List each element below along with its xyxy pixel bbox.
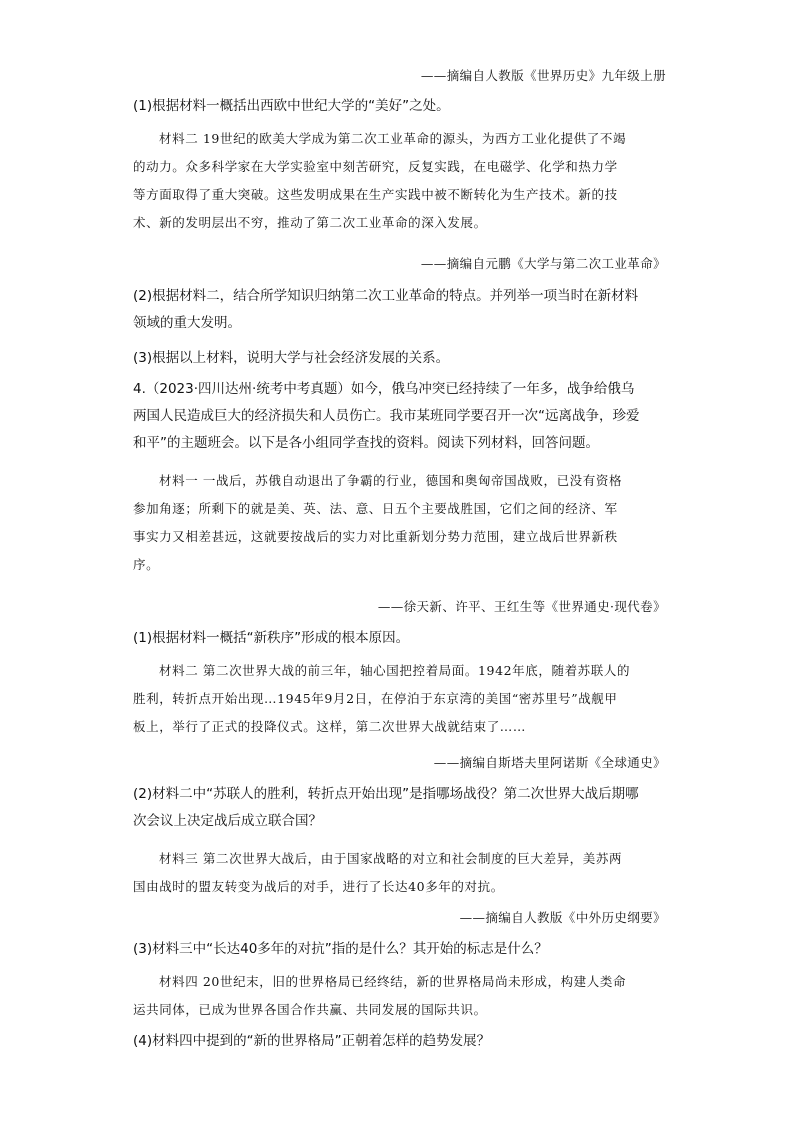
material-4-1-paragraph: 材料一 一战后，苏俄自动退出了争霸的行业，德国和奥匈帝国战败，已没有资格 参加角逐；所剩下的就是美、英、法、意、日五个主要战胜国，它们之间的经济、军 事实力又相差甚远，这就要按战后的实力对比重新划分势力范围，建立战后世界新秩 序。 [133, 473, 623, 572]
source-citation: ——摘编自斯塔夫里阿诺斯《全球通史》 [433, 755, 666, 770]
material-4-3-paragraph: 材料三 第二次世界大战后，由于国家战略的对立和社会制度的巨大差异，美苏两 国由战时的盟友转变为战后的对手，进行了长达40多年的对抗。 [133, 851, 623, 894]
question-4-2: (2)材料二中“苏联人的胜利，转折点开始出现”是指哪场战役？第二次世界大战后期哪 次会议上决定战后成立联合国？ [133, 786, 639, 829]
question-4-3: (3)材料三中“长达40多年的对抗”指的是什么？其开始的标志是什么？ [133, 941, 548, 957]
source-citation: ——摘编自元鹏《大学与第二次工业革命》 [420, 256, 666, 271]
question-4-intro: 4.（2023·四川达州·统考中考真题）如今，俄乌冲突已经持续了一年多，战争给俄乌 两国人民造成巨大的经济损失和人员伤亡。我市某班同学要召开一次“远离战争，珍爱 和平”的主题班会。以下是各小组同学查找的资料。阅读下列材料，回答问题。 [133, 381, 640, 451]
source-citation: ——摘编自人教版《中外历史纲要》 [459, 910, 666, 925]
question-4-4: (4)材料四中提到的“新的世界格局”正朝着怎样的趋势发展？ [133, 1033, 491, 1049]
source-citation: ——摘编自人教版《世界历史》九年级上册 [420, 68, 666, 83]
question-1: (1)根据材料一概括出西欧中世纪大学的“美好”之处。 [133, 98, 450, 114]
question-2: (2)根据材料二，结合所学知识归纳第二次工业革命的特点。并列举一项当时在新材料 领域的重大发明。 [133, 288, 639, 331]
question-4-1: (1)根据材料一概括“新秩序”形成的根本原因。 [133, 630, 410, 646]
material-4-4-paragraph: 材料四 20世纪末，旧的世界格局已经终结，新的世界格局尚未形成，构建人类命 运共同体，已成为世界各国合作共赢、共同发展的国际共识。 [133, 974, 627, 1017]
material-2-paragraph: 材料二 19世纪的欧美大学成为第二次工业革命的源头，为西方工业化提供了不竭 的动力。众多科学家在大学实验室中刻苦研究，反复实践，在电磁学、化学和热力学 等方面取得了重大突破。这些发明成果在生产实践中被不断转化为生产技术。新的技 术、新的发明层出不穷，推动了第二次工业革命的深入发展。 [133, 131, 627, 230]
source-citation: ——徐天新、许平、王红生等《世界通史·现代卷》 [377, 599, 666, 614]
question-3: (3)根据以上材料，说明大学与社会经济发展的关系。 [133, 350, 450, 366]
material-4-2-paragraph: 材料二 第二次世界大战的前三年，轴心国把控着局面。1942年底，随着苏联人的 胜利，转折点开始出现…1945年9月2日，在停泊于东京湾的美国“密苏里号”战舰甲 板上，举行了正式的投降仪式。这样，第二次世界大战就结束了…… [133, 663, 631, 734]
